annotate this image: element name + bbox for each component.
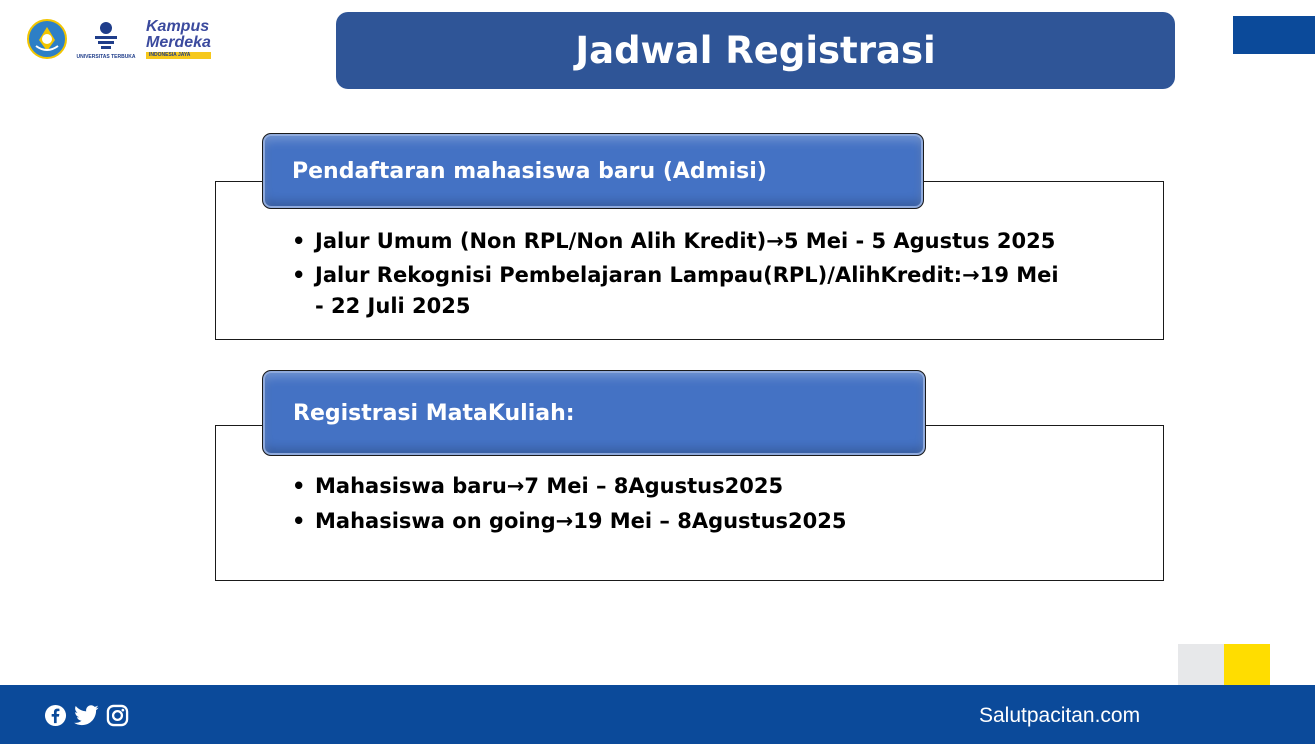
- section-header-admisi: [262, 133, 924, 209]
- arrow-right-icon: →: [506, 474, 525, 498]
- arrow-right-icon: →: [555, 509, 574, 533]
- item-date: 19 Mei - 22 Juli 2025: [315, 263, 1059, 318]
- arrow-right-icon: →: [766, 229, 784, 253]
- item-date: 5 Mei - 5 Agustus 2025: [783, 229, 1056, 253]
- list-item: [292, 226, 1062, 257]
- section-header-label: Pendaftaran mahasiswa baru (Admisi): [292, 158, 767, 184]
- twitter-icon[interactable]: [74, 704, 99, 727]
- item-label: Mahasiswa on going: [315, 509, 556, 533]
- social-icons: [44, 704, 129, 727]
- site-link[interactable]: Salutpacitan.com: [979, 704, 1141, 727]
- kampus-tagline: INDONESIA JAYA: [146, 52, 211, 59]
- kampus-label: Kampus: [146, 18, 210, 35]
- ut-label: UNIVERSITAS TERBUKA: [76, 53, 136, 60]
- title-banner: [336, 12, 1175, 89]
- page-title: Jadwal Registrasi: [575, 29, 936, 72]
- registrasi-list: [292, 471, 1052, 541]
- ut-emblem-icon: [89, 19, 123, 53]
- list-item: [292, 260, 1062, 322]
- item-date: 19 Mei – 8Agustus2025: [573, 509, 847, 533]
- section-header-registrasi: [262, 370, 926, 456]
- item-label: Jalur Rekognisi Pembelajaran Lampau(RPL)/AlihKredit:: [315, 263, 963, 287]
- item-date: 7 Mei – 8Agustus2025: [524, 474, 784, 498]
- list-item: [292, 506, 1052, 537]
- logo-group: [26, 16, 211, 62]
- facebook-icon[interactable]: [44, 704, 67, 727]
- corner-accent: [1233, 16, 1315, 54]
- item-label: Jalur Umum (Non RPL/Non Alih Kredit): [315, 229, 767, 253]
- item-label: Mahasiswa baru: [315, 474, 507, 498]
- merdeka-label: Merdeka: [146, 34, 211, 51]
- ut-logo: [76, 19, 136, 60]
- arrow-right-icon: →: [962, 263, 980, 287]
- kampus-merdeka-logo: [146, 19, 211, 59]
- list-item: [292, 471, 1052, 502]
- instagram-icon[interactable]: [106, 704, 129, 727]
- admisi-list: [292, 226, 1062, 325]
- section-header-label: Registrasi MataKuliah:: [293, 400, 575, 426]
- kemdikbud-logo-icon: [26, 18, 68, 60]
